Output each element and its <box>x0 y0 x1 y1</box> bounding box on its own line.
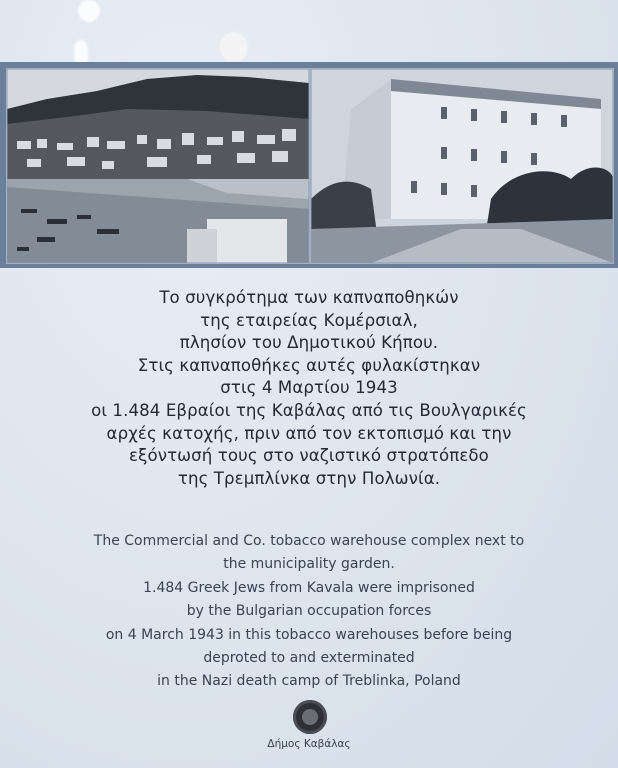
weathering-spot <box>220 32 248 62</box>
municipality-label: Δήμος Καβάλας <box>267 738 351 750</box>
english-line: deproted to and exterminated <box>203 650 415 667</box>
english-line: in the Nazi death camp of Treblinka, Poland <box>157 673 461 690</box>
greek-line: της Τρεμπλίνκα στην Πολωνία. <box>177 468 441 488</box>
greek-line: εξόντωσή τους στο ναζιστικό στρατόπεδο <box>129 446 489 466</box>
greek-line: Το συγκρότημα των καπναποθηκών <box>159 288 459 307</box>
greek-line: οι 1.484 Εβραίοι της Καβάλας από τις Βουλγαρικές <box>91 400 527 420</box>
greek-line: αρχές κατοχής, πριν από τον εκτοπισμό και την <box>106 423 512 443</box>
greek-inscription <box>0 287 618 490</box>
kavala-harbor-photo <box>6 68 310 264</box>
english-line: The Commercial and Co. tobacco warehouse complex next to <box>93 533 525 549</box>
english-line: by the Bulgarian occupation forces <box>186 603 432 620</box>
english-line: on 4 March 1943 in this tobacco warehouses before being <box>105 626 513 643</box>
greek-line: Στις καπναποθήκες αυτές φυλακίστηκαν <box>137 355 481 375</box>
english-line: the municipality garden. <box>223 556 395 573</box>
tobacco-warehouse-photo <box>310 68 614 264</box>
english-line: 1.484 Greek Jews from Kavala were imprisoned <box>143 579 475 596</box>
greek-line: στις 4 Μαρτίου 1943 <box>220 378 398 398</box>
weathering-spot <box>78 0 100 22</box>
municipality-emblem-icon <box>293 700 327 734</box>
greek-line: πλησίον του Δημοτικού Κήπου. <box>179 333 439 353</box>
greek-line: της εταιρείας Κομέρσιαλ, <box>200 310 418 330</box>
english-inscription <box>0 530 618 694</box>
